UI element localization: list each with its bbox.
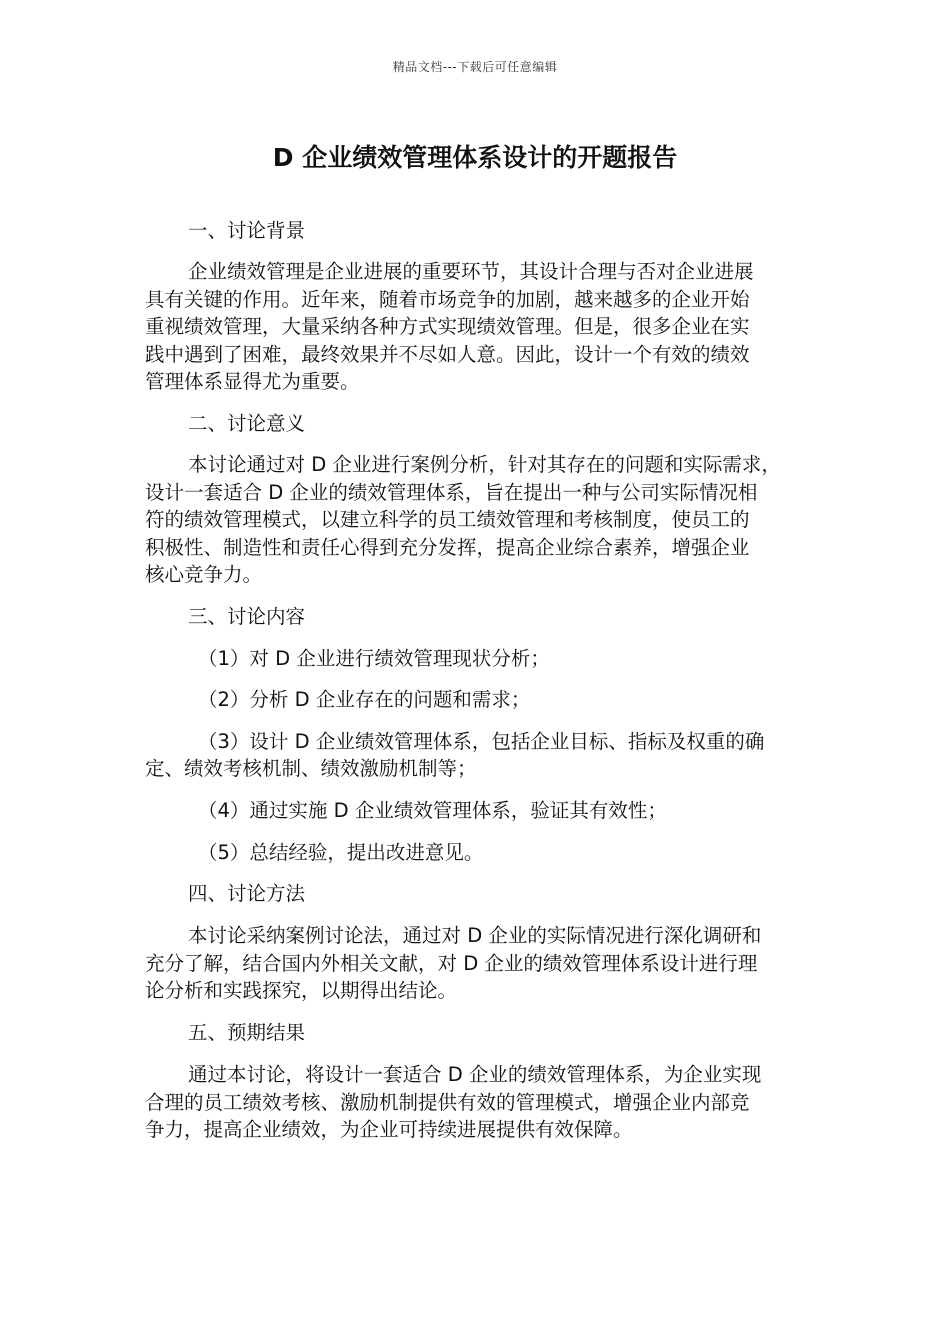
content-item-4: （4）通过实施 D 企业绩效管理体系，验证其有效性； [198, 799, 667, 822]
paragraph-line: 合理的员工绩效考核、激励机制提供有效的管理模式，增强企业内部竞 [145, 1090, 750, 1114]
section-heading-content: 三、讨论内容 [188, 605, 306, 628]
paragraph-line: 本讨论采纳案例讨论法，通过对 D 企业的实际情况进行深化调研和 [188, 924, 762, 947]
content-item-3: （3）设计 D 企业绩效管理体系，包括企业目标、指标及权重的确 [198, 730, 765, 753]
paragraph-line: 本讨论通过对 D 企业进行案例分析，针对其存在的问题和实际需求， [188, 453, 781, 476]
paragraph-line: 核心竞争力。 [145, 563, 263, 586]
paragraph-line: 企业绩效管理是企业进展的重要环节，其设计合理与否对企业进展 [188, 260, 754, 283]
paragraph-line: 践中遇到了困难，最终效果并不尽如人意。因此，设计一个有效的绩效 [145, 342, 750, 366]
section-heading-background: 一、讨论背景 [188, 219, 306, 242]
paragraph-line: 充分了解，结合国内外相关文献，对 D 企业的绩效管理体系设计进行理 [145, 951, 758, 975]
paragraph-line: 重视绩效管理，大量采纳各种方式实现绩效管理。但是，很多企业在实 [145, 315, 750, 338]
section-heading-expected-results: 五、预期结果 [188, 1021, 306, 1044]
content-item-2: （2）分析 D 企业存在的问题和需求； [198, 688, 531, 711]
paragraph-line: 争力，提高企业绩效，为企业可持续进展提供有效保障。 [145, 1118, 633, 1141]
paragraph-line: 具有关键的作用。近年来，随着市场竞争的加剧，越来越多的企业开始 [145, 287, 750, 311]
section-body-expected-results [145, 1061, 805, 1144]
section-heading-significance: 二、讨论意义 [188, 412, 306, 435]
document-title: D 企业绩效管理体系设计的开题报告 [272, 143, 678, 172]
section-body-significance [145, 451, 805, 589]
content-item-1: （1）对 D 企业进行绩效管理现状分析； [198, 647, 550, 670]
content-item-5: （5）总结经验，提出改进意见。 [198, 841, 484, 864]
section-heading-method: 四、讨论方法 [188, 882, 306, 905]
paragraph-line: 论分析和实践探究，以期得出结论。 [145, 979, 458, 1002]
paragraph-line: 积极性、制造性和责任心得到充分发挥，提高企业综合素养，增强企业 [145, 535, 750, 559]
content-item-3-continued: 定、绩效考核机制、绩效激励机制等； [145, 757, 477, 780]
header-note: 精品文档---下载后可任意编辑 [392, 60, 558, 74]
paragraph-line: 通过本讨论，将设计一套适合 D 企业的绩效管理体系，为企业实现 [188, 1063, 762, 1086]
section-body-background [145, 258, 805, 396]
paragraph-line: 设计一套适合 D 企业的绩效管理体系，旨在提出一种与公司实际情况相 [145, 480, 758, 504]
paragraph-line: 符的绩效管理模式，以建立科学的员工绩效管理和考核制度，使员工的 [145, 508, 750, 531]
section-body-method [145, 922, 805, 1005]
paragraph-line: 管理体系显得尤为重要。 [145, 370, 360, 393]
